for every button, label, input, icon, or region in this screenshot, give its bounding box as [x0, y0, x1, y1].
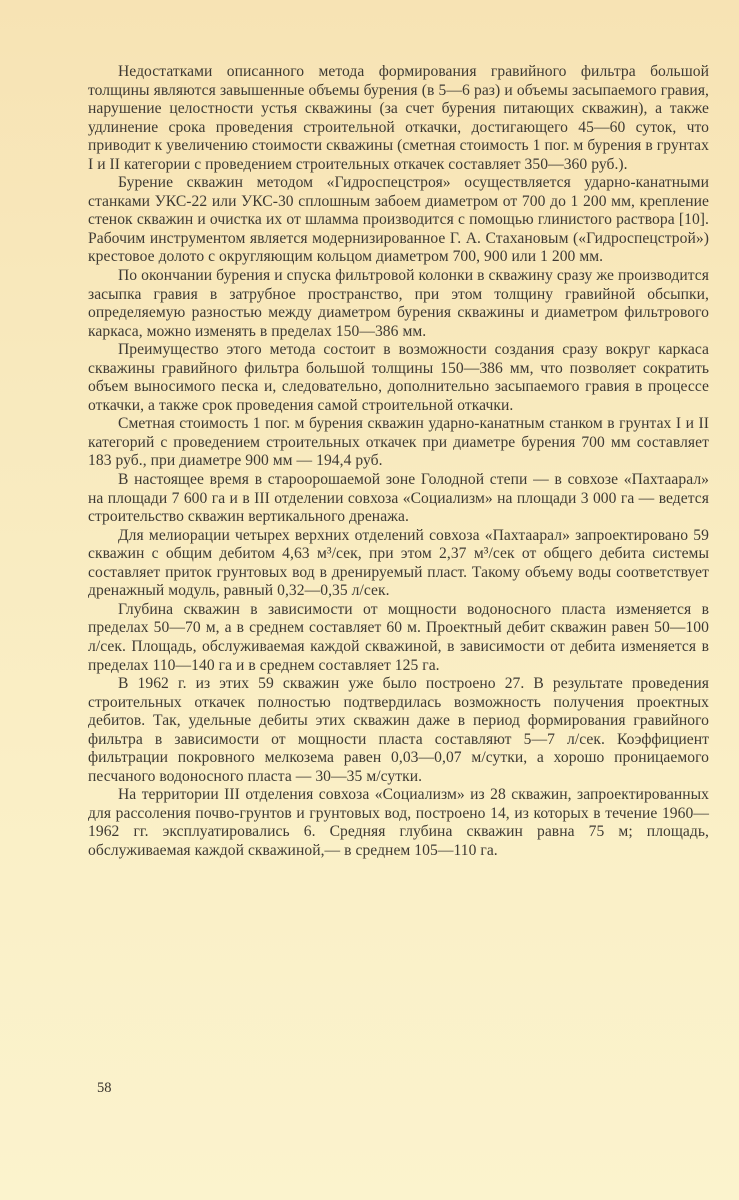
paragraph-well-depth: Глубина скважин в зависимости от мощности водоносного пласта изменяется в пределах 50—70 м, а в среднем составляет 60 м. Проектный дебит скважин равен 50—100 л/сек. Площадь, обслуживаемая каждой скважиной, в зависимости от дебита изменяется в пределах 110—140 га и в среднем составляет 125 га.: [88, 600, 709, 674]
paragraph-1962-results: В 1962 г. из этих 59 скважин уже было построено 27. В результате проведения строительных откачек полностью подтвердилась возможность получения проектных дебитов. Так, удельные дебиты этих скважин даже в период формирования гравийного фильтра в зависимости от мощности пласта составляют 5—7 л/сек. Коэффициент фильтрации покровного мелкозема равен 0,03—0,07 м/сутки, а хорошо проницаемого песчаного водоносного пласта — 30—35 м/сутки.: [88, 675, 709, 785]
paragraph-current-construction: В настоящее время в староорошаемой зоне Голодной степи — в совхозе «Пахтаарал» на площади 7 600 га и в III отделении совхоза «Социализм» на площади 3 000 га — ведется строительство скважин вертикального дренажа.: [88, 471, 709, 526]
paragraph-gravel-filter-drawbacks: Недостатками описанного метода формирования гравийного фильтра большой толщины являются завышенные объемы бурения (в 5—6 раз) и объемы засыпаемого гравия, нарушение целостности устья скважины (за счет бурения питающих скважин), а также удлинение срока проведения строительной откачки, достигающего 45—60 суток, что приводит к увеличению стоимости скважины (сметная стоимость 1 пог. м бурения в грунтах I и II категории с проведением строительных откачек составляет 350—360 руб.).: [88, 63, 709, 173]
paragraph-method-advantage: Преимущество этого метода состоит в возможности создания сразу вокруг каркаса скважины гравийного фильтра большой толщины 150—386 мм, что позволяет сократить объем выносимого песка и, следовательно, дополнительно засыпаемого гравия в процессе откачки, а также срок проведения самой строительной откачки.: [88, 341, 709, 414]
paragraph-hydrospecstroy-method: Бурение скважин методом «Гидроспецстроя» осуществляется ударно-канатными станками УКС-22 или УКС-30 сплошным забоем диаметром от 700 до 1 200 мм, крепление стенок скважин и очистка их от шламма производится с помощью глинистого раствора [10]. Рабочим инструментом является модернизированное Г. А. Стахановым («Гидроспецстрой») крестовое долото с округляющим кольцом диаметром 700, 900 или 1 200 мм.: [88, 174, 709, 266]
paragraph-pakhtaaral-design: Для мелиорации четырех верхних отделений совхоза «Пахтаарал» запроектировано 59 скважин с общим дебитом 4,63 м³/сек, при этом 2,37 м³/сек от общего дебита системы составляет приток грунтовых вод в дренируемый пласт. Такому объему воды соответствует дренажный модуль, равный 0,32—0,35 л/сек.: [88, 526, 709, 600]
page-number: 58: [97, 1080, 112, 1096]
document-body: [88, 63, 709, 861]
paragraph-socialism-wells: На территории III отделения совхоза «Социализм» из 28 скважин, запроектированных для рассоления почво-грунтов и грунтовых вод, построено 14, из которых в течение 1960—1962 гг. эксплуатировались 6. Средняя глубина скважин равна 75 м; площадь, обслуживаемая каждой скважиной,— в среднем 105—110 га.: [88, 786, 709, 859]
paragraph-drilling-cost: Сметная стоимость 1 пог. м бурения скважин ударно-канатным станком в грунтах I и II категорий с проведением строительных откачек при диаметре бурения 700 мм составляет 183 руб., при диаметре 900 мм — 194,4 руб.: [88, 415, 709, 470]
paragraph-gravel-backfill: По окончании бурения и спуска фильтровой колонки в скважину сразу же производится засыпка гравия в затрубное пространство, при этом толщину гравийной обсыпки, определяемую разностью между диаметром бурения скважины и диаметром фильтрового каркаса, можно изменять в пределах 150—386 мм.: [88, 267, 709, 340]
